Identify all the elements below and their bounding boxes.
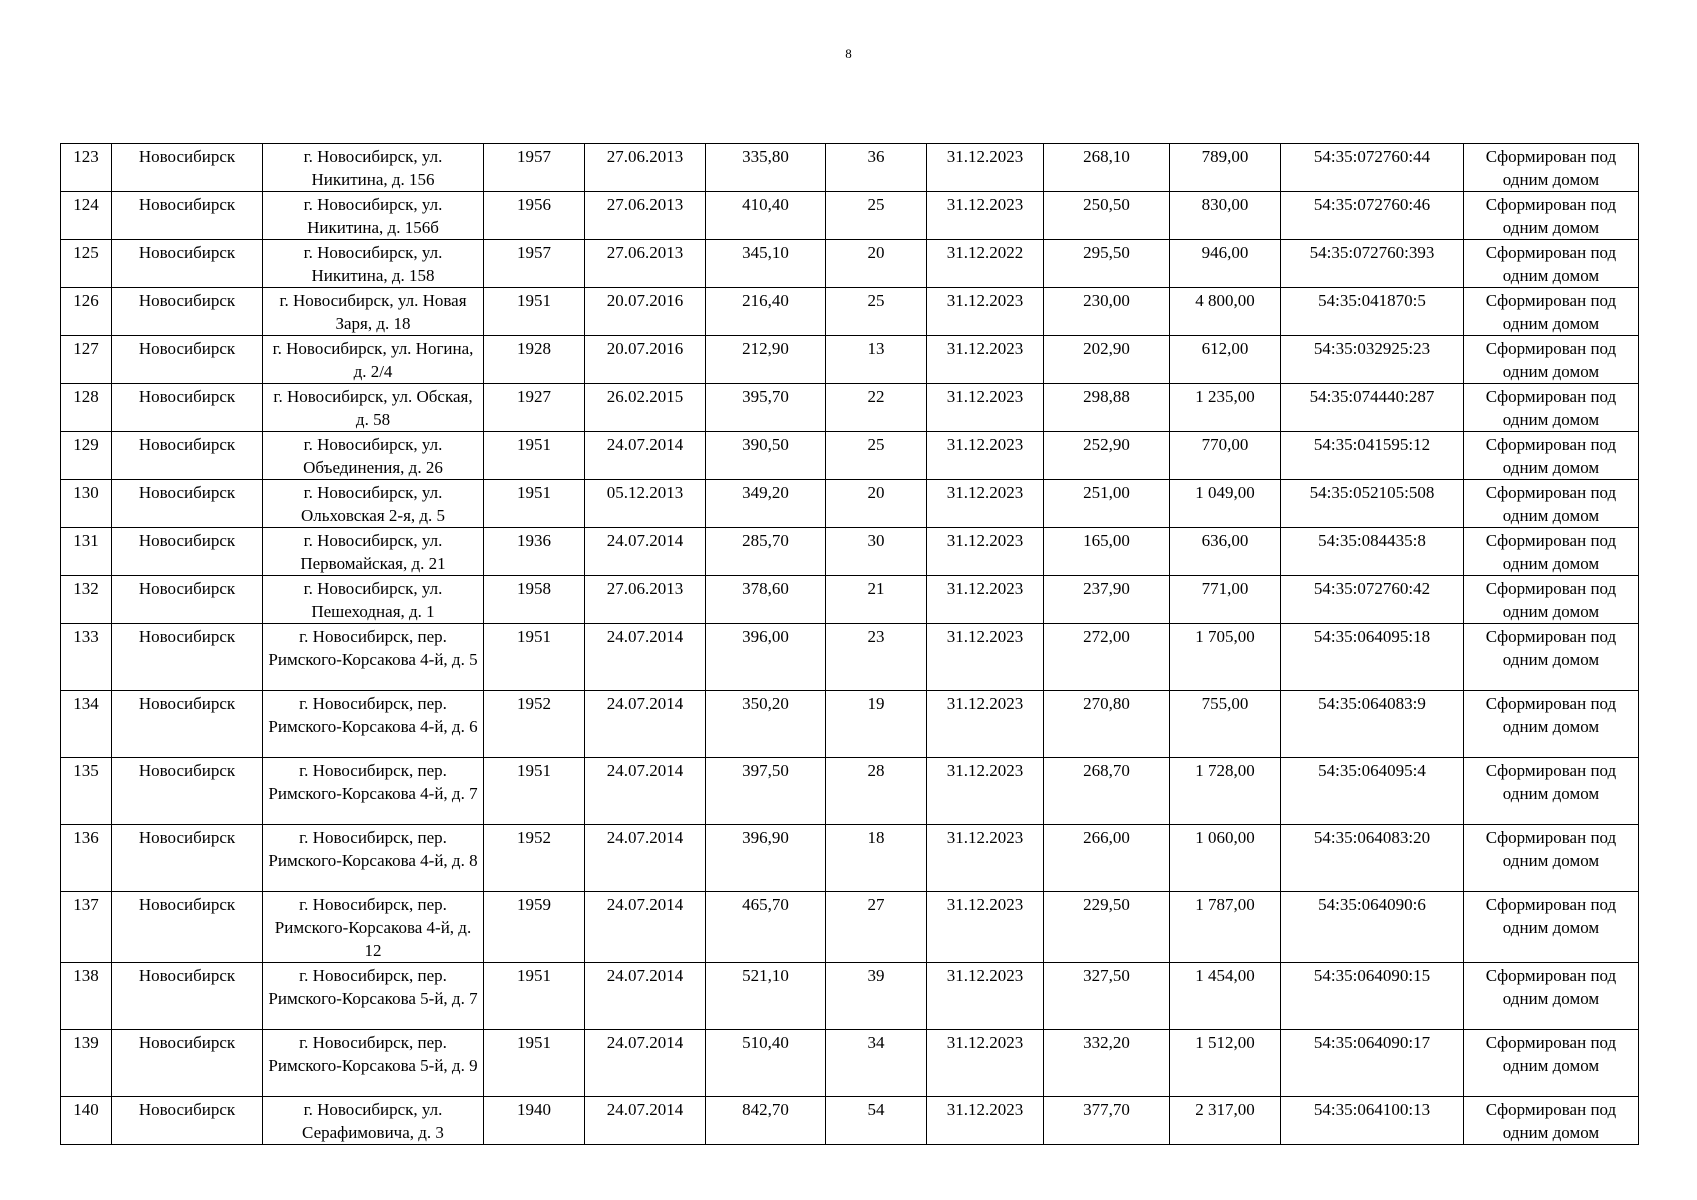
table-row bbox=[61, 384, 1639, 432]
cell-number: 137 bbox=[61, 892, 112, 963]
cell-status: Сформирован под одним домом bbox=[1464, 1097, 1639, 1145]
cell-address: г. Новосибирск, пер. Римского-Корсакова 5-й, д. 9 bbox=[263, 1030, 484, 1097]
cell-deadline: 31.12.2022 bbox=[927, 240, 1044, 288]
cell-deadline: 31.12.2023 bbox=[927, 576, 1044, 624]
table-row bbox=[61, 576, 1639, 624]
cell-area: 510,40 bbox=[706, 1030, 826, 1097]
cell-date: 27.06.2013 bbox=[585, 240, 706, 288]
cell-deadline: 31.12.2023 bbox=[927, 288, 1044, 336]
table-row bbox=[61, 963, 1639, 1030]
cell-land-area: 946,00 bbox=[1170, 240, 1281, 288]
cell-number: 128 bbox=[61, 384, 112, 432]
cell-land-area: 1 060,00 bbox=[1170, 825, 1281, 892]
cell-date: 05.12.2013 bbox=[585, 480, 706, 528]
cell-deadline: 31.12.2023 bbox=[927, 963, 1044, 1030]
cell-land-area: 1 787,00 bbox=[1170, 892, 1281, 963]
cell-living-area: 251,00 bbox=[1044, 480, 1170, 528]
cell-living-area: 295,50 bbox=[1044, 240, 1170, 288]
cell-area: 285,70 bbox=[706, 528, 826, 576]
table-row bbox=[61, 192, 1639, 240]
table-row bbox=[61, 691, 1639, 758]
cell-date: 24.07.2014 bbox=[585, 432, 706, 480]
cell-number: 131 bbox=[61, 528, 112, 576]
cell-year: 1951 bbox=[484, 758, 585, 825]
table-row bbox=[61, 1097, 1639, 1145]
cell-number: 138 bbox=[61, 963, 112, 1030]
cell-living-area: 332,20 bbox=[1044, 1030, 1170, 1097]
cell-year: 1951 bbox=[484, 480, 585, 528]
cell-area: 396,90 bbox=[706, 825, 826, 892]
cell-living-area: 298,88 bbox=[1044, 384, 1170, 432]
cell-number: 132 bbox=[61, 576, 112, 624]
cell-status: Сформирован под одним домом bbox=[1464, 1030, 1639, 1097]
cell-people: 39 bbox=[826, 963, 927, 1030]
cell-address: г. Новосибирск, ул. Никитина, д. 158 bbox=[263, 240, 484, 288]
cell-year: 1952 bbox=[484, 691, 585, 758]
cell-land-area: 1 454,00 bbox=[1170, 963, 1281, 1030]
cell-number: 139 bbox=[61, 1030, 112, 1097]
cell-people: 25 bbox=[826, 288, 927, 336]
cell-living-area: 377,70 bbox=[1044, 1097, 1170, 1145]
cell-cadastral-number: 54:35:064095:18 bbox=[1281, 624, 1464, 691]
cell-land-area: 771,00 bbox=[1170, 576, 1281, 624]
cell-cadastral-number: 54:35:064090:6 bbox=[1281, 892, 1464, 963]
cell-city: Новосибирск bbox=[112, 480, 263, 528]
cell-city: Новосибирск bbox=[112, 1097, 263, 1145]
cell-people: 13 bbox=[826, 336, 927, 384]
cell-cadastral-number: 54:35:032925:23 bbox=[1281, 336, 1464, 384]
cell-deadline: 31.12.2023 bbox=[927, 892, 1044, 963]
cell-cadastral-number: 54:35:064100:13 bbox=[1281, 1097, 1464, 1145]
cell-living-area: 165,00 bbox=[1044, 528, 1170, 576]
cell-year: 1951 bbox=[484, 288, 585, 336]
cell-year: 1951 bbox=[484, 963, 585, 1030]
cell-cadastral-number: 54:35:041595:12 bbox=[1281, 432, 1464, 480]
cell-cadastral-number: 54:35:064083:20 bbox=[1281, 825, 1464, 892]
cell-address: г. Новосибирск, ул. Ногина, д. 2/4 bbox=[263, 336, 484, 384]
cell-people: 21 bbox=[826, 576, 927, 624]
cell-deadline: 31.12.2023 bbox=[927, 691, 1044, 758]
cell-status: Сформирован под одним домом bbox=[1464, 892, 1639, 963]
cell-area: 212,90 bbox=[706, 336, 826, 384]
cell-status: Сформирован под одним домом bbox=[1464, 384, 1639, 432]
table-row bbox=[61, 144, 1639, 192]
cell-people: 27 bbox=[826, 892, 927, 963]
cell-land-area: 2 317,00 bbox=[1170, 1097, 1281, 1145]
cell-date: 24.07.2014 bbox=[585, 691, 706, 758]
cell-area: 345,10 bbox=[706, 240, 826, 288]
cell-date: 24.07.2014 bbox=[585, 528, 706, 576]
cell-year: 1958 bbox=[484, 576, 585, 624]
cell-living-area: 268,10 bbox=[1044, 144, 1170, 192]
cell-area: 395,70 bbox=[706, 384, 826, 432]
cell-area: 397,50 bbox=[706, 758, 826, 825]
cell-land-area: 1 235,00 bbox=[1170, 384, 1281, 432]
cell-address: г. Новосибирск, пер. Римского-Корсакова 4-й, д. 5 bbox=[263, 624, 484, 691]
cell-number: 123 bbox=[61, 144, 112, 192]
cell-area: 216,40 bbox=[706, 288, 826, 336]
cell-people: 36 bbox=[826, 144, 927, 192]
table-body bbox=[61, 144, 1639, 1145]
cell-year: 1940 bbox=[484, 1097, 585, 1145]
cell-address: г. Новосибирск, ул. Никитина, д. 156б bbox=[263, 192, 484, 240]
cell-status: Сформирован под одним домом bbox=[1464, 336, 1639, 384]
cell-status: Сформирован под одним домом bbox=[1464, 528, 1639, 576]
cell-living-area: 250,50 bbox=[1044, 192, 1170, 240]
cell-address: г. Новосибирск, ул. Пешеходная, д. 1 bbox=[263, 576, 484, 624]
cell-living-area: 270,80 bbox=[1044, 691, 1170, 758]
cell-cadastral-number: 54:35:074440:287 bbox=[1281, 384, 1464, 432]
cell-date: 24.07.2014 bbox=[585, 1097, 706, 1145]
cell-living-area: 266,00 bbox=[1044, 825, 1170, 892]
cell-living-area: 202,90 bbox=[1044, 336, 1170, 384]
cell-status: Сформирован под одним домом bbox=[1464, 240, 1639, 288]
cell-cadastral-number: 54:35:072760:44 bbox=[1281, 144, 1464, 192]
cell-number: 135 bbox=[61, 758, 112, 825]
table-row bbox=[61, 892, 1639, 963]
cell-land-area: 612,00 bbox=[1170, 336, 1281, 384]
cell-deadline: 31.12.2023 bbox=[927, 1030, 1044, 1097]
cell-city: Новосибирск bbox=[112, 336, 263, 384]
cell-city: Новосибирск bbox=[112, 432, 263, 480]
cell-status: Сформирован под одним домом bbox=[1464, 576, 1639, 624]
table-row bbox=[61, 336, 1639, 384]
cell-deadline: 31.12.2023 bbox=[927, 1097, 1044, 1145]
cell-deadline: 31.12.2023 bbox=[927, 528, 1044, 576]
cell-year: 1957 bbox=[484, 240, 585, 288]
cell-cadastral-number: 54:35:064095:4 bbox=[1281, 758, 1464, 825]
cell-address: г. Новосибирск, пер. Римского-Корсакова 4-й, д. 7 bbox=[263, 758, 484, 825]
cell-deadline: 31.12.2023 bbox=[927, 825, 1044, 892]
cell-land-area: 1 512,00 bbox=[1170, 1030, 1281, 1097]
cell-deadline: 31.12.2023 bbox=[927, 336, 1044, 384]
cell-area: 390,50 bbox=[706, 432, 826, 480]
cell-date: 24.07.2014 bbox=[585, 825, 706, 892]
cell-area: 842,70 bbox=[706, 1097, 826, 1145]
cell-cadastral-number: 54:35:072760:42 bbox=[1281, 576, 1464, 624]
cell-address: г. Новосибирск, ул. Обская, д. 58 bbox=[263, 384, 484, 432]
cell-area: 521,10 bbox=[706, 963, 826, 1030]
cell-address: г. Новосибирск, ул. Новая Заря, д. 18 bbox=[263, 288, 484, 336]
cell-address: г. Новосибирск, ул. Никитина, д. 156 bbox=[263, 144, 484, 192]
table-row bbox=[61, 480, 1639, 528]
cell-area: 396,00 bbox=[706, 624, 826, 691]
cell-city: Новосибирск bbox=[112, 144, 263, 192]
cell-status: Сформирован под одним домом bbox=[1464, 624, 1639, 691]
cell-number: 127 bbox=[61, 336, 112, 384]
cell-number: 134 bbox=[61, 691, 112, 758]
cell-city: Новосибирск bbox=[112, 1030, 263, 1097]
cell-address: г. Новосибирск, ул. Серафимовича, д. 3 bbox=[263, 1097, 484, 1145]
table-row bbox=[61, 240, 1639, 288]
cell-year: 1956 bbox=[484, 192, 585, 240]
cell-deadline: 31.12.2023 bbox=[927, 144, 1044, 192]
cell-people: 34 bbox=[826, 1030, 927, 1097]
cell-living-area: 268,70 bbox=[1044, 758, 1170, 825]
cell-city: Новосибирск bbox=[112, 240, 263, 288]
cell-year: 1936 bbox=[484, 528, 585, 576]
cell-date: 24.07.2014 bbox=[585, 758, 706, 825]
cell-land-area: 1 049,00 bbox=[1170, 480, 1281, 528]
cell-status: Сформирован под одним домом bbox=[1464, 288, 1639, 336]
cell-status: Сформирован под одним домом bbox=[1464, 144, 1639, 192]
cell-cadastral-number: 54:35:072760:46 bbox=[1281, 192, 1464, 240]
cell-year: 1951 bbox=[484, 432, 585, 480]
table-row bbox=[61, 758, 1639, 825]
cell-cadastral-number: 54:35:041870:5 bbox=[1281, 288, 1464, 336]
cell-cadastral-number: 54:35:064090:17 bbox=[1281, 1030, 1464, 1097]
cell-date: 24.07.2014 bbox=[585, 963, 706, 1030]
cell-number: 136 bbox=[61, 825, 112, 892]
cell-number: 125 bbox=[61, 240, 112, 288]
cell-city: Новосибирск bbox=[112, 758, 263, 825]
cell-date: 26.02.2015 bbox=[585, 384, 706, 432]
cell-people: 19 bbox=[826, 691, 927, 758]
cell-cadastral-number: 54:35:084435:8 bbox=[1281, 528, 1464, 576]
page-number: 8 bbox=[845, 46, 852, 61]
cell-people: 20 bbox=[826, 480, 927, 528]
table-row bbox=[61, 288, 1639, 336]
cell-date: 27.06.2013 bbox=[585, 576, 706, 624]
cell-people: 28 bbox=[826, 758, 927, 825]
cell-status: Сформирован под одним домом bbox=[1464, 432, 1639, 480]
cell-land-area: 1 728,00 bbox=[1170, 758, 1281, 825]
cell-area: 349,20 bbox=[706, 480, 826, 528]
cell-city: Новосибирск bbox=[112, 691, 263, 758]
cell-area: 335,80 bbox=[706, 144, 826, 192]
cell-land-area: 1 705,00 bbox=[1170, 624, 1281, 691]
cell-cadastral-number: 54:35:072760:393 bbox=[1281, 240, 1464, 288]
cell-city: Новосибирск bbox=[112, 576, 263, 624]
cell-land-area: 636,00 bbox=[1170, 528, 1281, 576]
cell-address: г. Новосибирск, пер. Римского-Корсакова 4-й, д. 8 bbox=[263, 825, 484, 892]
cell-number: 126 bbox=[61, 288, 112, 336]
cell-number: 140 bbox=[61, 1097, 112, 1145]
cell-living-area: 252,90 bbox=[1044, 432, 1170, 480]
cell-people: 30 bbox=[826, 528, 927, 576]
cell-land-area: 4 800,00 bbox=[1170, 288, 1281, 336]
cell-people: 22 bbox=[826, 384, 927, 432]
cell-date: 24.07.2014 bbox=[585, 624, 706, 691]
cell-people: 25 bbox=[826, 432, 927, 480]
cell-status: Сформирован под одним домом bbox=[1464, 192, 1639, 240]
cell-address: г. Новосибирск, ул. Первомайская, д. 21 bbox=[263, 528, 484, 576]
housing-register-table bbox=[60, 143, 1639, 1145]
cell-date: 20.07.2016 bbox=[585, 336, 706, 384]
cell-city: Новосибирск bbox=[112, 825, 263, 892]
cell-status: Сформирован под одним домом bbox=[1464, 691, 1639, 758]
cell-number: 130 bbox=[61, 480, 112, 528]
table-row bbox=[61, 825, 1639, 892]
cell-land-area: 755,00 bbox=[1170, 691, 1281, 758]
cell-area: 410,40 bbox=[706, 192, 826, 240]
cell-city: Новосибирск bbox=[112, 963, 263, 1030]
cell-year: 1952 bbox=[484, 825, 585, 892]
cell-people: 54 bbox=[826, 1097, 927, 1145]
cell-date: 24.07.2014 bbox=[585, 892, 706, 963]
table-row bbox=[61, 528, 1639, 576]
cell-people: 23 bbox=[826, 624, 927, 691]
cell-living-area: 229,50 bbox=[1044, 892, 1170, 963]
cell-cadastral-number: 54:35:052105:508 bbox=[1281, 480, 1464, 528]
cell-deadline: 31.12.2023 bbox=[927, 480, 1044, 528]
cell-address: г. Новосибирск, пер. Римского-Корсакова 4-й, д. 6 bbox=[263, 691, 484, 758]
cell-city: Новосибирск bbox=[112, 624, 263, 691]
cell-deadline: 31.12.2023 bbox=[927, 384, 1044, 432]
cell-status: Сформирован под одним домом bbox=[1464, 758, 1639, 825]
cell-address: г. Новосибирск, ул. Объединения, д. 26 bbox=[263, 432, 484, 480]
cell-number: 124 bbox=[61, 192, 112, 240]
cell-city: Новосибирск bbox=[112, 192, 263, 240]
cell-land-area: 789,00 bbox=[1170, 144, 1281, 192]
cell-area: 350,20 bbox=[706, 691, 826, 758]
cell-status: Сформирован под одним домом bbox=[1464, 480, 1639, 528]
cell-city: Новосибирск bbox=[112, 288, 263, 336]
cell-living-area: 272,00 bbox=[1044, 624, 1170, 691]
cell-deadline: 31.12.2023 bbox=[927, 624, 1044, 691]
cell-people: 18 bbox=[826, 825, 927, 892]
cell-address: г. Новосибирск, пер. Римского-Корсакова 4-й, д. 12 bbox=[263, 892, 484, 963]
cell-number: 129 bbox=[61, 432, 112, 480]
cell-number: 133 bbox=[61, 624, 112, 691]
cell-status: Сформирован под одним домом bbox=[1464, 825, 1639, 892]
cell-deadline: 31.12.2023 bbox=[927, 192, 1044, 240]
cell-area: 465,70 bbox=[706, 892, 826, 963]
cell-city: Новосибирск bbox=[112, 528, 263, 576]
cell-land-area: 830,00 bbox=[1170, 192, 1281, 240]
cell-cadastral-number: 54:35:064083:9 bbox=[1281, 691, 1464, 758]
cell-people: 25 bbox=[826, 192, 927, 240]
cell-cadastral-number: 54:35:064090:15 bbox=[1281, 963, 1464, 1030]
cell-address: г. Новосибирск, пер. Римского-Корсакова 5-й, д. 7 bbox=[263, 963, 484, 1030]
cell-status: Сформирован под одним домом bbox=[1464, 963, 1639, 1030]
cell-year: 1951 bbox=[484, 624, 585, 691]
cell-address: г. Новосибирск, ул. Ольховская 2-я, д. 5 bbox=[263, 480, 484, 528]
cell-date: 24.07.2014 bbox=[585, 1030, 706, 1097]
table-row bbox=[61, 624, 1639, 691]
cell-city: Новосибирск bbox=[112, 384, 263, 432]
cell-year: 1951 bbox=[484, 1030, 585, 1097]
cell-year: 1957 bbox=[484, 144, 585, 192]
cell-area: 378,60 bbox=[706, 576, 826, 624]
cell-year: 1927 bbox=[484, 384, 585, 432]
cell-people: 20 bbox=[826, 240, 927, 288]
cell-deadline: 31.12.2023 bbox=[927, 432, 1044, 480]
cell-living-area: 230,00 bbox=[1044, 288, 1170, 336]
table-row bbox=[61, 1030, 1639, 1097]
cell-living-area: 237,90 bbox=[1044, 576, 1170, 624]
table-row bbox=[61, 432, 1639, 480]
cell-date: 20.07.2016 bbox=[585, 288, 706, 336]
cell-land-area: 770,00 bbox=[1170, 432, 1281, 480]
cell-date: 27.06.2013 bbox=[585, 144, 706, 192]
cell-date: 27.06.2013 bbox=[585, 192, 706, 240]
cell-living-area: 327,50 bbox=[1044, 963, 1170, 1030]
cell-city: Новосибирск bbox=[112, 892, 263, 963]
cell-deadline: 31.12.2023 bbox=[927, 758, 1044, 825]
cell-year: 1928 bbox=[484, 336, 585, 384]
cell-year: 1959 bbox=[484, 892, 585, 963]
